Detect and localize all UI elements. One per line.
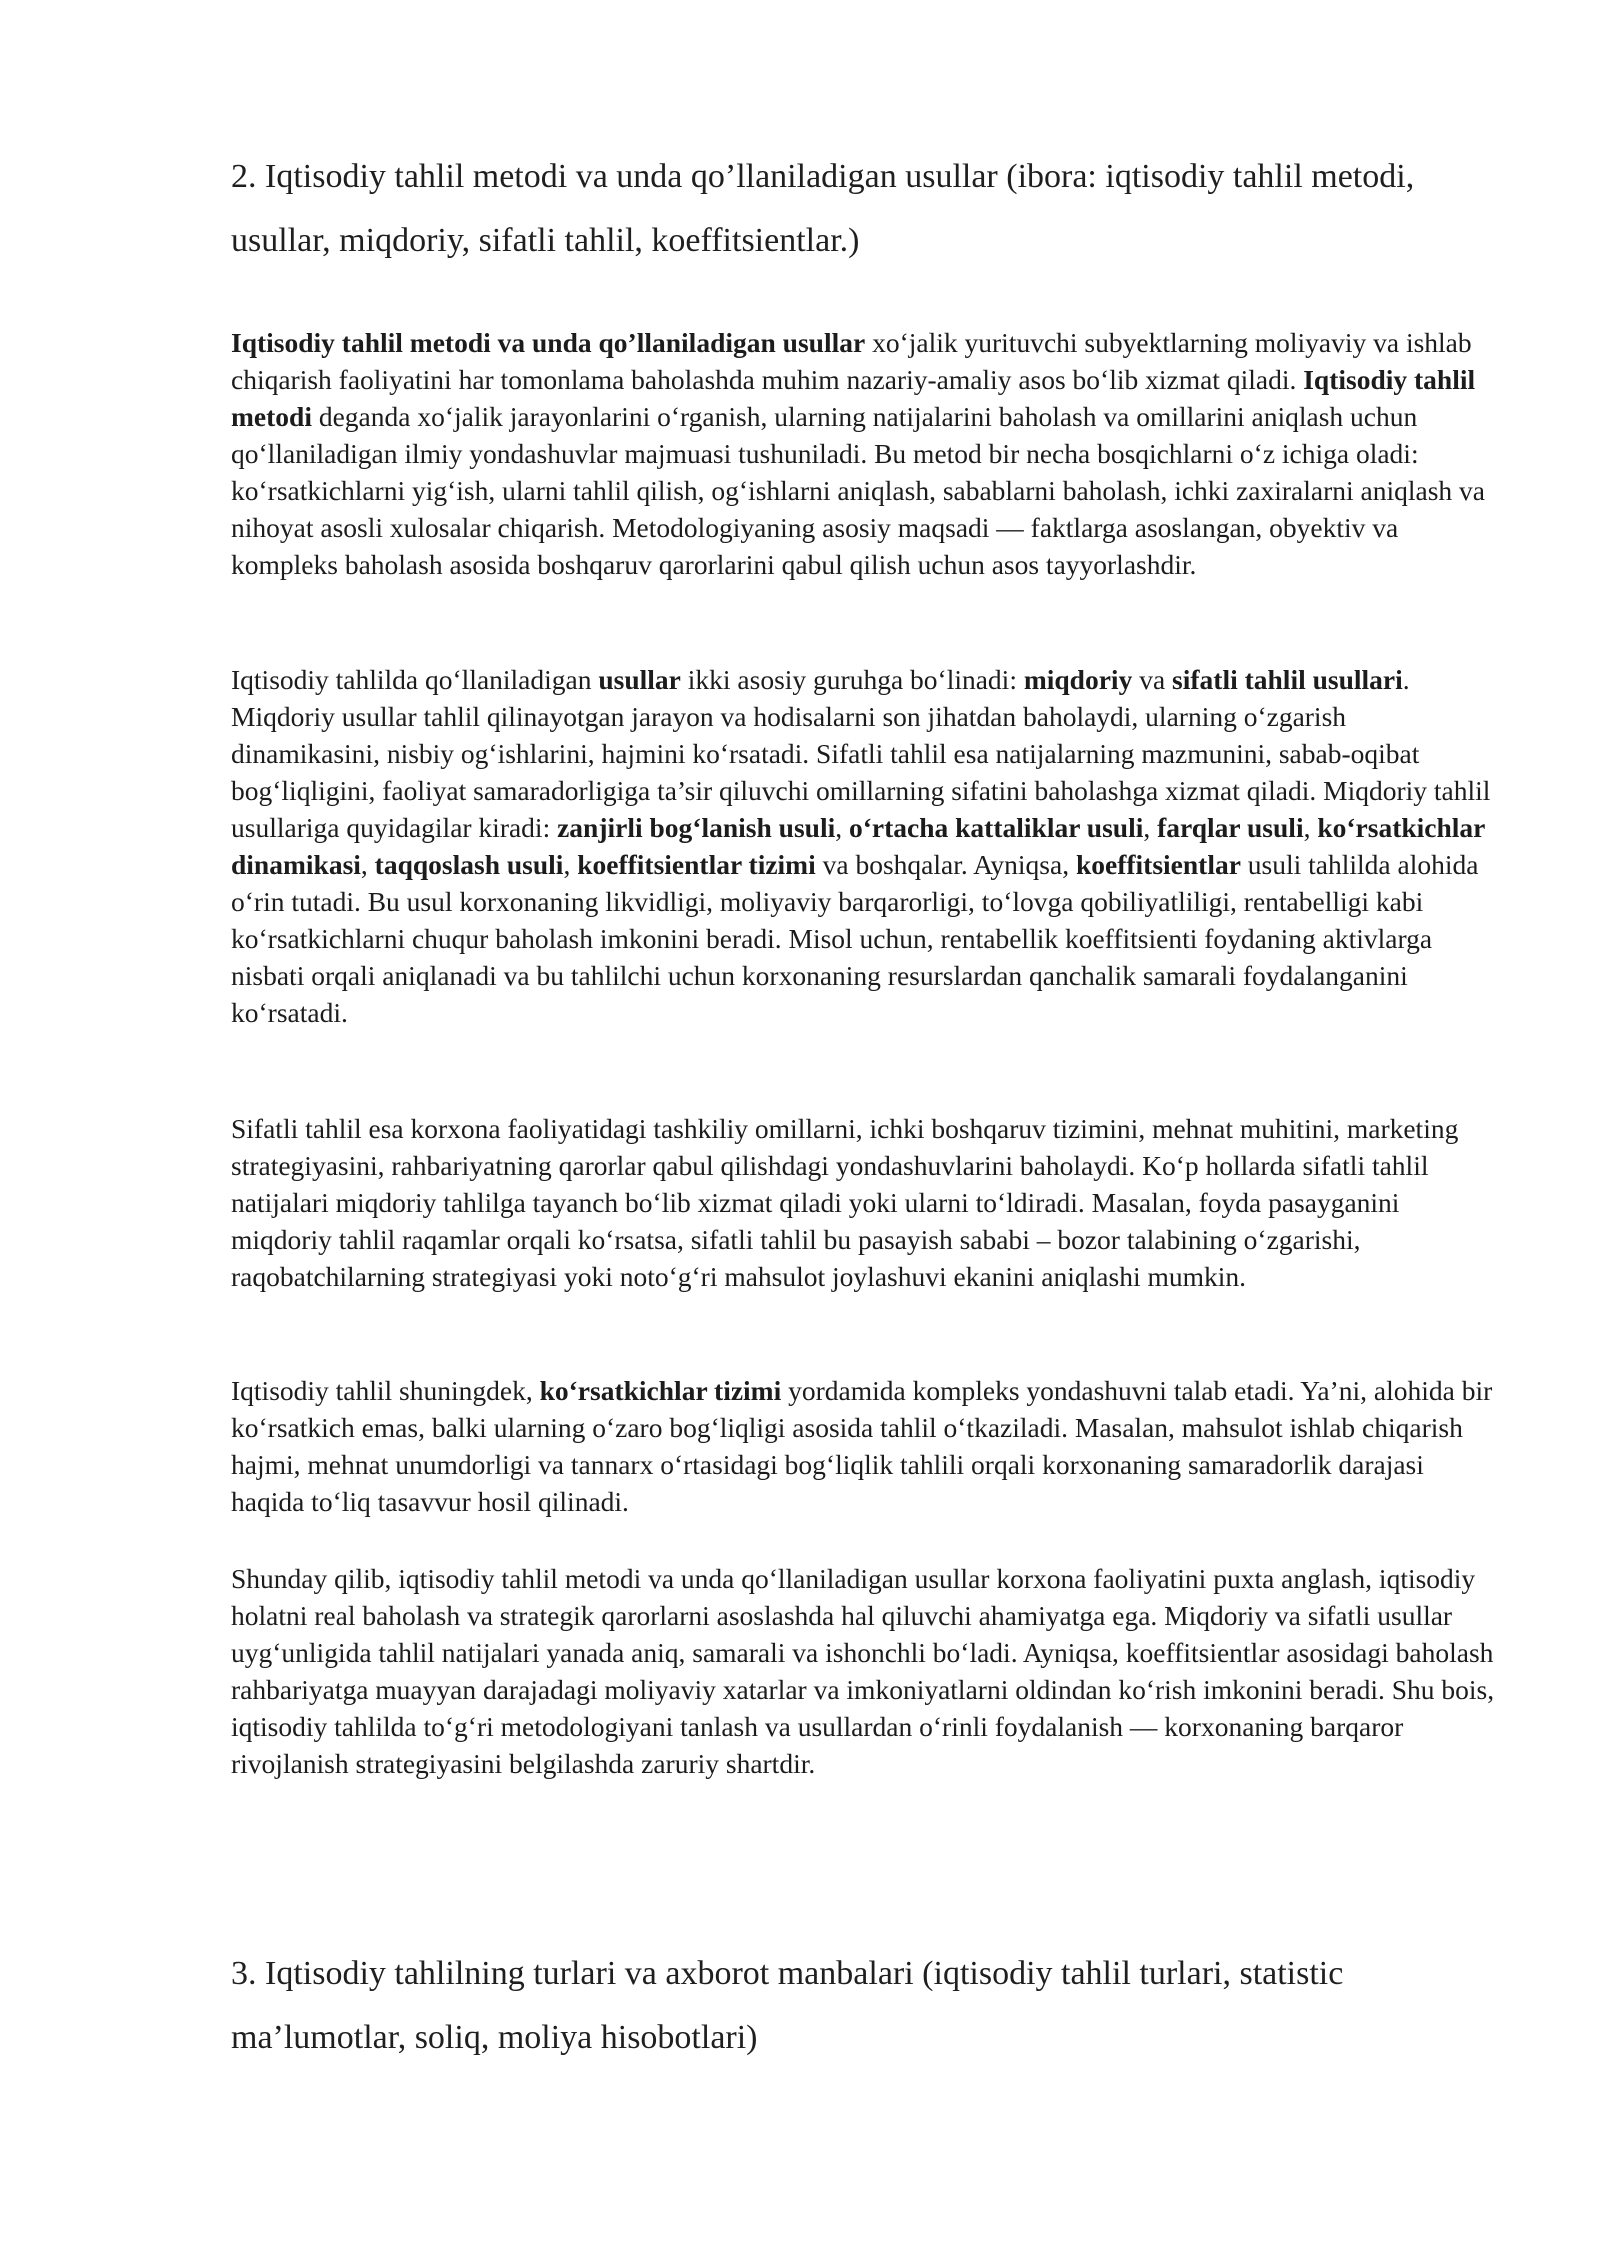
text-run: va [1132,664,1173,695]
bold-term: ko‘rsatkichlar tizimi [539,1375,782,1406]
paragraph-method-definition [231,324,1501,583]
bold-term: koeffitsientlar tizimi [577,849,816,880]
text-run: xo‘jalik yurituvchi subyektlarning moliyaviy va ishlab chiqarish faoliyatini har tomonlama baholashda muhim nazariy-amaliy asos bo‘lib xizmat qiladi. [231,327,1472,395]
paragraph-qualitative-analysis: Sifatli tahlil esa korxona faoliyatidagi tashkiliy omillarni, ichki boshqaruv tizimini, mehnat muhitini, marketing strategiyasini, rahbariyatning qarorlar qabul qilishdagi yondashuvlarini baholaydi. Ko‘p hollarda sifatli tahlil natijalari miqdoriy tahlilga tayanch bo‘lib xizmat qiladi yoki ularni to‘ldiradi. Masalan, foyda pasayganini miqdoriy tahlil raqamlar orqali ko‘rsatsa, sifatli tahlil bu pasayish sababi – bozor talabining o‘zgarishi, raqobatchilarning strategiyasi yoki noto‘g‘ri mahsulot joylashuvi ekanini aniqlashi mumkin. [231,1113,1459,1292]
bold-term: usullar [598,664,681,695]
paragraph-methods-groups [231,661,1501,1031]
bold-term: sifatli tahlil usullari [1172,664,1403,695]
text-run: , [563,849,578,880]
bold-term: farqlar usuli [1157,812,1304,843]
text-run: va boshqalar. Ayniqsa, [815,849,1076,880]
text-run: , [360,849,375,880]
text-run: ikki asosiy guruhga bo‘linadi: [680,664,1024,695]
text-run: yordamida kompleks yondashuvni talab etadi. Ya’ni, alohida bir ko‘rsatkich emas, balki ularning o‘zaro bog‘liqligi asosida tahlil o‘tkaziladi. Masalan, mahsulot ishlab chiqarish hajmi, mehnat unumdorligi va tannarx o‘rtasidagi bog‘liqlik tahlili orqali korxonaning samaradorlik darajasi haqida to‘liq tasavvur hosil qilinadi. [231,1375,1493,1517]
text-run: , [835,812,849,843]
text-run: Iqtisodiy tahlil shuningdek, [231,1375,540,1406]
text-run: , [1303,812,1318,843]
text-run: Iqtisodiy tahlilda qo‘llaniladigan [231,664,599,695]
bold-term: koeffitsientlar [1075,849,1241,880]
bold-term: zanjirli bog‘lanish usuli [557,812,836,843]
bold-term: taqqoslash usuli [374,849,564,880]
paragraph-conclusion: Shunday qilib, iqtisodiy tahlil metodi va unda qo‘llaniladigan usullar korxona faoliyatini puxta anglash, iqtisodiy holatni real baholash va strategik qarorlarni asoslashda hal qiluvchi ahamiyatga ega. Miqdoriy va sifatli usullar uyg‘unligida tahlil natijalari yanada aniq, samarali va ishonchli bo‘ladi. Ayniqsa, koeffitsientlar asosidagi baholash rahbariyatga muayyan darajadagi moliyaviy xatarlar va imkoniyatlarni oldindan ko‘rish imkonini beradi. Shu bois, iqtisodiy tahlilda to‘g‘ri metodologiyani tanlash va usullardan o‘rinli foydalanish — korxonaning barqaror rivojlanish strategiyasini belgilashda zaruriy shartdir. [231,1563,1495,1779]
bold-term: miqdoriy [1023,664,1133,695]
section-heading-3: 3. Iqtisodiy tahlilning turlari va axborot manbalari (iqtisodiy tahlil turlari, statistic ma’lumotlar, soliq, moliya hisobotlari) [231,1955,1344,2056]
section-heading-2: 2. Iqtisodiy tahlil metodi va unda qo’llaniladigan usullar (ibora: iqtisodiy tahlil metodi, usullar, miqdoriy, sifatli tahlil, koeffitsientlar.) [231,158,1415,259]
text-run: usuli tahlilda alohida o‘rin tutadi. Bu usul korxonaning likvidligi, moliyaviy barqarorligi, to‘lovga qobiliyatliligi, rentabelligi kabi ko‘rsatkichlarni chuqur baholash imkonini beradi. Misol uchun, rentabellik koeffitsienti foydaning aktivlarga nisbati orqali aniqlanadi va bu tahlilchi uchun korxonaning resurslardan qanchalik samarali foydalanganini ko‘rsatadi. [231,849,1479,1028]
text-run: , [1143,812,1158,843]
bold-term: o‘rtacha kattaliklar usuli [848,812,1144,843]
paragraph-indicator-system [231,1372,1501,1520]
bold-term: Iqtisodiy tahlil metodi [231,364,1476,432]
text-run: . Miqdoriy usullar tahlil qilinayotgan jarayon va hodisalarni son jihatdan baholaydi, ularning o‘zgarish dinamikasini, nisbiy og‘ishlarini, hajmini ko‘rsatadi. Sifatli tahlil esa natijalarning mazmunini, sabab-oqibat bog‘liqligini, faoliyat samaradorligiga ta’sir qiluvchi omillarning sifatini baholashga xizmat qiladi. Miqdoriy tahlil usullariga quyidagilar kiradi: [231,664,1491,843]
bold-term: ko‘rsatkichlar dinamikasi [231,812,1485,880]
bold-term: Iqtisodiy tahlil metodi va unda qo’llaniladigan usullar [231,327,866,358]
text-run: deganda xo‘jalik jarayonlarini o‘rganish, ularning natijalarini baholash va omillarini aniqlash uchun qo‘llaniladigan ilmiy yondashuvlar majmuasi tushuniladi. Bu metod bir necha bosqichlarni o‘z ichiga oladi: ko‘rsatkichlarni yig‘ish, ularni tahlil qilish, og‘ishlarni aniqlash, sabablarni baholash, ichki zaxiralarni aniqlash va nihoyat asosli xulosalar chiqarish. Metodologiyaning asosiy maqsadi — faktlarga asoslangan, obyektiv va kompleks baholash asosida boshqaruv qarorlarini qabul qilish uchun asos tayyorlashdir. [231,401,1485,580]
